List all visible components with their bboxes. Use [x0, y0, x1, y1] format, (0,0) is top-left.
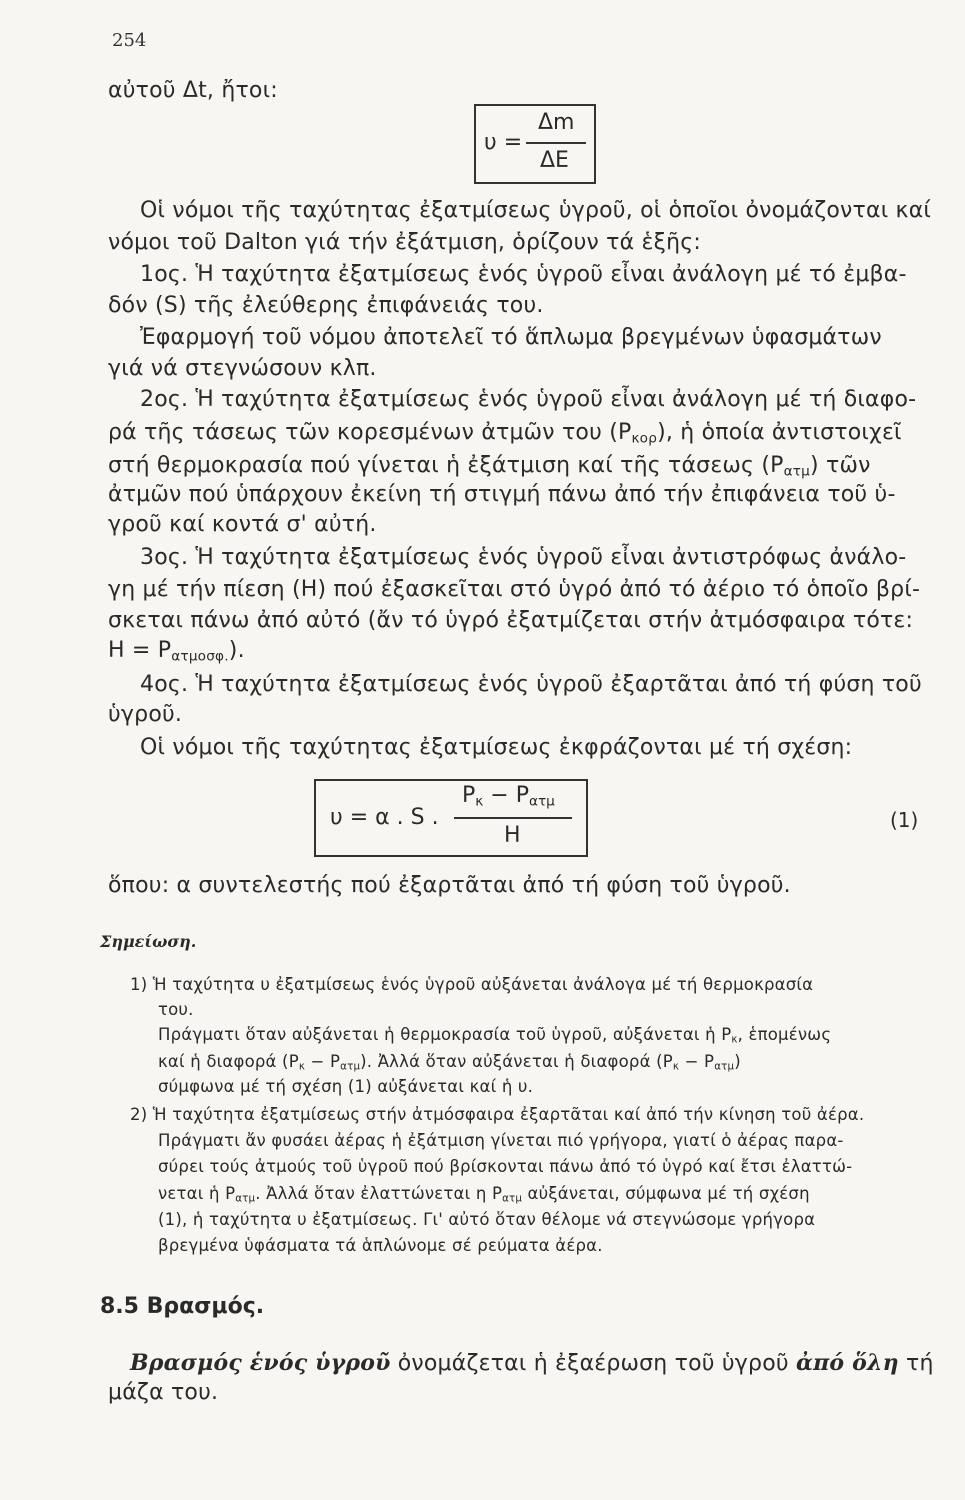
formula-box-rate — [474, 104, 596, 184]
law1-application-line2: γιά νά στεγνώσουν κλπ. — [108, 356, 377, 381]
para1-line2: νόμοι τοῦ Dalton γιά τήν ἐξάτμιση, ὁρίζουν τά ἑξῆς: — [108, 230, 701, 255]
law3-line2: γη μέ τήν πίεση (Η) πού ἐξασκεῖται στό ὑγρό ἀπό τό ἀέριο τό ὁποῖο βρί- — [108, 577, 921, 602]
law1-application-line1: Ἐφαρμογή τοῦ νόμου ἀποτελεῖ τό ἅπλωμα βρεγμένων ὑφασμάτων — [140, 325, 882, 350]
note2-line1: 2) Ἡ ταχύτητα ἐξατμίσεως στήν ἀτμόσφαιρα ἐξαρτᾶται καί ἀπό τήν κίνηση τοῦ ἀέρα. — [130, 1105, 865, 1124]
law3-line1: 3ος. Ἡ ταχύτητα ἐξατμίσεως ἑνός ὑγροῦ εἶναι ἀντιστρόφως ἀνάλο- — [140, 545, 907, 570]
note2-line2: Πράγματι ἄν φυσάει ἀέρας ἡ ἐξάτμιση γίνεται πιό γρήγορα, γιατί ὁ ἀέρας παρα- — [158, 1131, 844, 1150]
law4-line2: ὑγροῦ. — [108, 702, 183, 727]
page-number: 254 — [112, 30, 147, 51]
law3-line3: σκεται πάνω ἀπό αὐτό (ἄν τό ὑγρό ἐξατμίζεται στήν ἀτμόσφαιρα τότε: — [108, 608, 914, 633]
formula2-numerator: $P_\kappa - P_{\alpha\tau\mu}$ — [462, 783, 555, 810]
note2-line3: σύρει τούς ἀτμούς τοῦ ὑγροῦ πού βρίσκονται πάνω ἀπό τό ὑγρό καί ἔτσι ἐλαττώ- — [158, 1157, 853, 1176]
formula1-fraction-bar — [526, 142, 586, 144]
where-line: ὅπου: α συντελεστής πού ἐξαρτᾶται ἀπό τή φύση τοῦ ὑγροῦ. — [108, 873, 791, 898]
law2-line4: ἀτμῶν πού ὑπάρχουν ἐκείνη τή στιγμή πάνω ἀπό τήν ἐπιφάνεια τοῦ ὑ- — [108, 482, 896, 507]
law2-line3: στή θερμοκρασία πού γίνεται ἡ ἐξάτμιση καί τῆς τάσεως $(P_{\alpha\tau\mu})$ τῶν — [108, 453, 871, 480]
note2-line5: (1), ἡ ταχύτητα υ ἐξατμίσεως. Γι' αὐτό ὅταν θέλομε νά στεγνώσομε γρήγορα — [158, 1210, 816, 1229]
note1-line4: καί ἡ διαφορά $(P_\kappa - P_{\alpha\tau\mu})$. Ἀλλά ὅταν αὐξάνεται ἡ διαφορά $(P_\kappa - P_{\alpha\tau\mu})$ — [158, 1052, 741, 1073]
note-title: Σημείωση. — [100, 932, 197, 951]
law2-line5: γροῦ καί κοντά σ' αὐτή. — [108, 512, 377, 537]
formula1-denominator: ΔΕ — [540, 148, 569, 173]
intro-line: αὐτοῦ Δt, ἤτοι: — [108, 78, 278, 103]
law4-line1: 4ος. Ἡ ταχύτητα ἐξατμίσεως ἑνός ὑγροῦ ἐξαρτᾶται ἀπό τή φύση τοῦ — [140, 672, 922, 697]
note1-line5: σύμφωνα μέ τή σχέση (1) αὐξάνεται καί ἡ υ. — [158, 1077, 534, 1096]
formula1-lhs: υ = — [484, 130, 523, 155]
note2-line6: βρεγμένα ὑφάσματα τά ἁπλώνομε σέ ρεύματα ἀέρα. — [158, 1236, 603, 1255]
formula-box-dalton — [314, 779, 588, 857]
formula2-lhs: υ = α . S . — [330, 805, 439, 830]
section-heading: 8.5 Βρασμός. — [100, 1294, 265, 1319]
law1-line1: 1ος. Ἡ ταχύτητα ἐξατμίσεως ἑνός ὑγροῦ εἶναι ἀνάλογη μέ τό ἐμβα- — [140, 262, 907, 287]
note1-line2: του. — [158, 1000, 194, 1019]
note2-line4: νεται ἡ $P_{\alpha\tau\mu}$. Ἀλλά ὅταν ἐλαττώνεται η $P_{\alpha\tau\mu}$ αὐξάνεται, σύμφωνα μέ τή σχέση — [158, 1184, 810, 1205]
note1-line1: 1) Ἡ ταχύτητα υ ἐξατμίσεως ἑνός ὑγροῦ αὐξάνεται ἀνάλογα μέ τή θερμοκρασία — [130, 975, 814, 994]
final-line1: Βρασμός ἑνός ὑγροῦ ὀνομάζεται ἡ ἐξαέρωση τοῦ ὑγροῦ ἀπό ὅλη τή — [130, 1350, 934, 1376]
formula2-fraction-bar — [454, 817, 572, 819]
para1-line1: Οἱ νόμοι τῆς ταχύτητας ἐξατμίσεως ὑγροῦ, οἱ ὁποῖοι ὀνομάζονται καί — [140, 198, 932, 223]
relation-intro: Οἱ νόμοι τῆς ταχύτητας ἐξατμίσεως ἐκφράζονται μέ τή σχέση: — [140, 735, 853, 760]
final-line2: μάζα του. — [108, 1380, 219, 1405]
law3-line4: $H = P_{\alpha\tau\mu o\sigma\varphi.}$). — [108, 638, 245, 665]
law1-line2: δόν (S) τῆς ἐλεύθερης ἐπιφάνειάς του. — [108, 293, 544, 318]
law2-line1: 2ος. Ἡ ταχύτητα ἐξατμίσεως ἑνός ὑγροῦ εἶναι ἀνάλογη μέ τή διαφο- — [140, 387, 917, 412]
note1-line3: Πράγματι ὅταν αὐξάνεται ἡ θερμοκρασία τοῦ ὑγροῦ, αὐξάνεται ἡ $P_\kappa$, ἑπομένως — [158, 1025, 832, 1046]
equation-number: (1) — [890, 808, 919, 832]
formula2-denominator: Η — [504, 823, 521, 848]
formula1-numerator: Δm — [538, 110, 575, 135]
law2-line2: ρά τῆς τάσεως τῶν κορεσμένων ἀτμῶν του $(P_{\kappa o\rho})$, ἡ ὁποία ἀντιστοιχεῖ — [108, 420, 902, 447]
